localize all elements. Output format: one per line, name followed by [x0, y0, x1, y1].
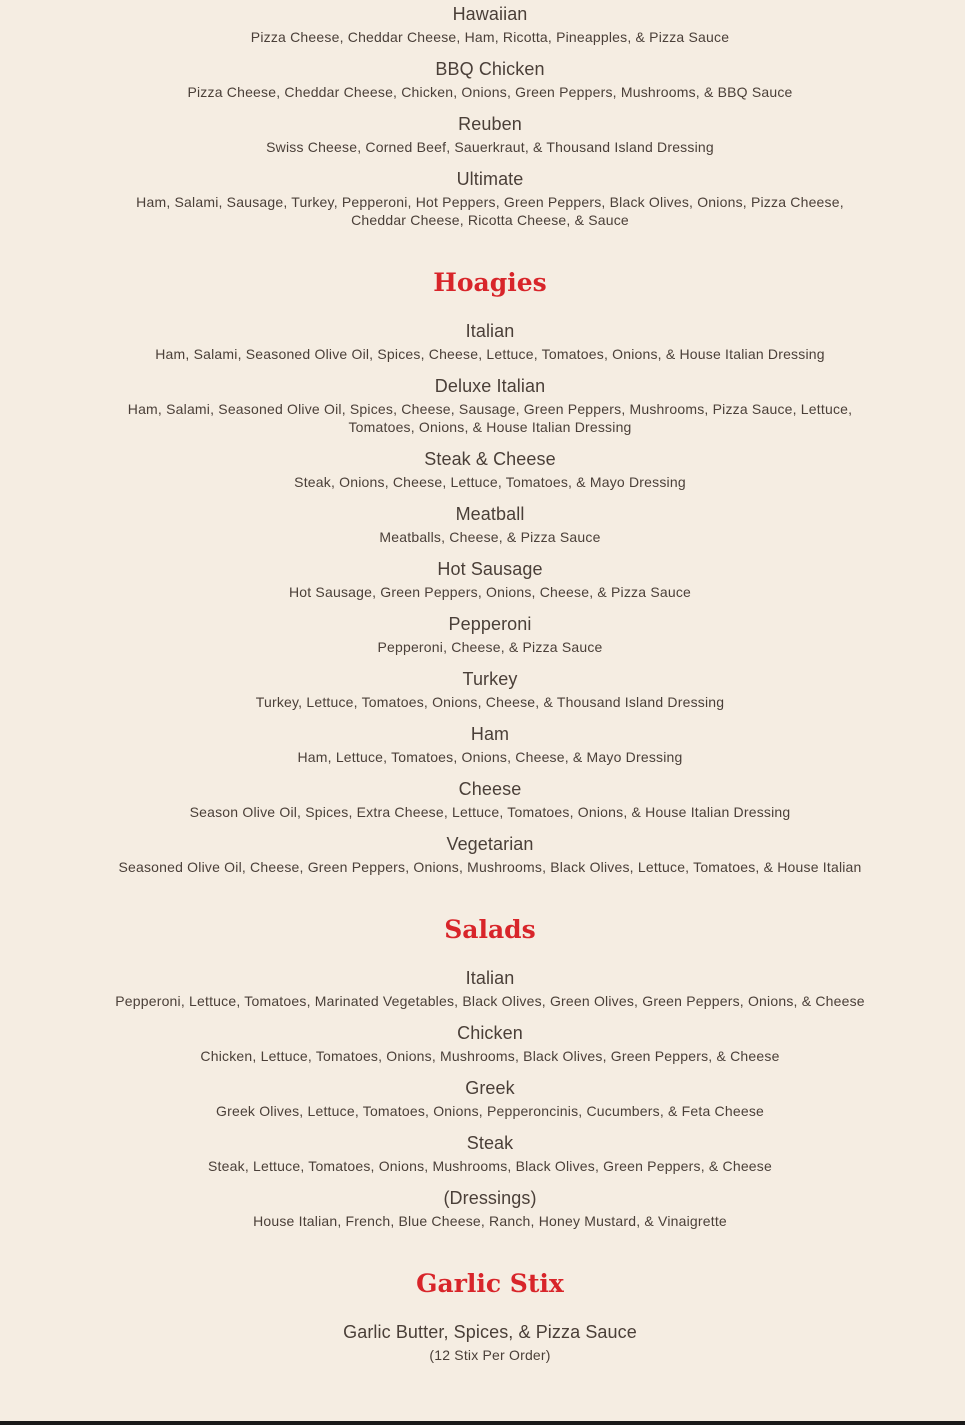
item-description: Steak, Onions, Cheese, Lettuce, Tomatoes, & Mayo Dressing: [294, 474, 686, 490]
menu-item: [15, 3, 965, 46]
item-description: Season Olive Oil, Spices, Extra Cheese, Lettuce, Tomatoes, Onions, & House Italian Dressing: [189, 804, 791, 820]
menu-item: [15, 778, 965, 821]
item-description: Seasoned Olive Oil, Cheese, Green Peppers, Onions, Mushrooms, Black Olives, Lettuce, Tomatoes, & House Italian: [118, 859, 862, 875]
menu-item: [15, 1132, 965, 1175]
menu-item: [15, 375, 965, 436]
item-description: Meatballs, Cheese, & Pizza Sauce: [379, 529, 601, 545]
item-description: Hot Sausage, Green Peppers, Onions, Cheese, & Pizza Sauce: [288, 584, 692, 600]
section-title-hoagies: Hoagies: [433, 268, 547, 297]
item-description: Steak, Lettuce, Tomatoes, Onions, Mushrooms, Black Olives, Green Peppers, & Cheese: [208, 1158, 772, 1174]
item-description: Greek Olives, Lettuce, Tomatoes, Onions, Pepperoncinis, Cucumbers, & Feta Cheese: [216, 1103, 764, 1119]
menu-item: [15, 1022, 965, 1065]
item-description: Pepperoni, Cheese, & Pizza Sauce: [377, 639, 603, 655]
menu-item: [15, 168, 965, 229]
bottom-divider: [0, 1421, 965, 1425]
item-description: Turkey, Lettuce, Tomatoes, Onions, Cheese, & Thousand Island Dressing: [255, 694, 725, 710]
item-name: Turkey: [462, 669, 518, 689]
salads-section: [15, 915, 965, 1230]
item-description: Ham, Salami, Seasoned Olive Oil, Spices, Cheese, Lettuce, Tomatoes, Onions, & House Italian Dressing: [155, 346, 825, 362]
item-name: Hot Sausage: [437, 559, 543, 579]
menu-item: [15, 613, 965, 656]
item-name: Garlic Butter, Spices, & Pizza Sauce: [343, 1322, 637, 1342]
item-name: Steak: [466, 1133, 514, 1153]
item-name: Italian: [465, 321, 515, 341]
item-description: (12 Stix Per Order): [429, 1347, 551, 1363]
item-description: Chicken, Lettuce, Tomatoes, Onions, Mushrooms, Black Olives, Green Peppers, & Cheese: [200, 1048, 780, 1064]
hoagies-section: [15, 268, 965, 876]
item-name: Chicken: [457, 1023, 523, 1043]
item-name: Vegetarian: [446, 834, 534, 854]
pizza-list: [15, 0, 965, 229]
item-description: Ham, Lettuce, Tomatoes, Onions, Cheese, & Mayo Dressing: [297, 749, 683, 765]
item-description: Pepperoni, Lettuce, Tomatoes, Marinated Vegetables, Black Olives, Green Olives, Green Peppers, Onions, & Cheese: [115, 993, 865, 1009]
menu-item: [15, 1077, 965, 1120]
item-name: Reuben: [458, 114, 522, 134]
item-name: Meatball: [455, 504, 525, 524]
item-name: (Dressings): [443, 1188, 537, 1208]
garlic-stix-section: [15, 1269, 965, 1364]
item-name: Deluxe Italian: [434, 376, 546, 396]
menu-item: [15, 967, 965, 1010]
item-description: Swiss Cheese, Corned Beef, Sauerkraut, & Thousand Island Dressing: [266, 139, 714, 155]
menu-item: [15, 448, 965, 491]
section-title-garlic-stix: Garlic Stix: [416, 1269, 564, 1298]
item-description: Pizza Cheese, Cheddar Cheese, Ham, Ricotta, Pineapples, & Pizza Sauce: [250, 29, 730, 45]
item-name: Italian: [465, 968, 515, 988]
item-description: Pizza Cheese, Cheddar Cheese, Chicken, Onions, Green Peppers, Mushrooms, & BBQ Sauce: [187, 84, 793, 100]
item-name: Pepperoni: [448, 614, 532, 634]
item-description: Ham, Salami, Seasoned Olive Oil, Spices, Cheese, Sausage, Green Peppers, Mushrooms, Pizza Sauce, Lettuce, Tomatoes, Onions, & House Italian Dressing: [127, 401, 853, 435]
menu-item: [15, 833, 965, 876]
item-description: House Italian, French, Blue Cheese, Ranch, Honey Mustard, & Vinaigrette: [253, 1213, 727, 1229]
menu-item: [15, 723, 965, 766]
item-description: Ham, Salami, Sausage, Turkey, Pepperoni, Hot Peppers, Green Peppers, Black Olives, Onions, Pizza Cheese, Cheddar Cheese, Ricotta Cheese, & Sauce: [136, 194, 844, 228]
item-name: Steak & Cheese: [424, 449, 556, 469]
menu-item: [15, 113, 965, 156]
menu-item: [15, 58, 965, 101]
item-name: Ultimate: [456, 169, 524, 189]
item-name: Greek: [465, 1078, 515, 1098]
menu-item: [15, 1321, 965, 1364]
menu-item: [15, 1187, 965, 1230]
menu-item: [15, 320, 965, 363]
item-name: Cheese: [458, 779, 522, 799]
menu-item: [15, 558, 965, 601]
menu-item: [15, 668, 965, 711]
section-title-salads: Salads: [444, 915, 536, 944]
item-name: Hawaiian: [452, 4, 528, 24]
item-name: BBQ Chicken: [435, 59, 545, 79]
item-name: Ham: [470, 724, 510, 744]
menu-item: [15, 503, 965, 546]
